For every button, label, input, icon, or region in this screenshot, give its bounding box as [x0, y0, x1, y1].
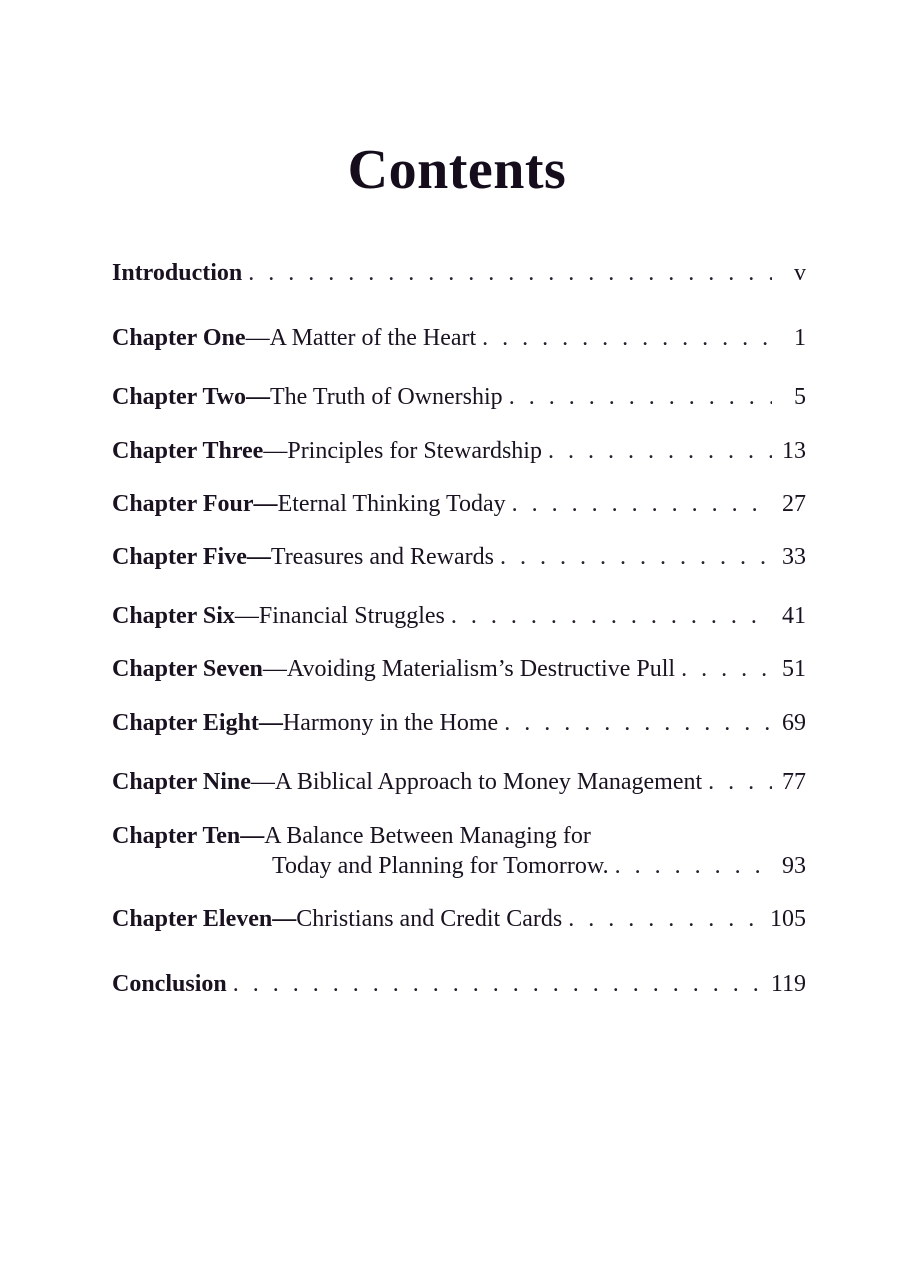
- entry-title-continued: Today and Planning for Tomorrow.: [272, 853, 609, 879]
- entry-label: Chapter Ten—: [112, 823, 265, 849]
- page-number: 93: [782, 853, 806, 879]
- page-number: v: [794, 260, 806, 286]
- dot-leader: [548, 436, 772, 466]
- toc-entry-chapter-four[interactable]: [112, 489, 806, 519]
- entry-title: Eternal Thinking Today: [277, 491, 506, 517]
- page-number: 105: [770, 906, 806, 932]
- page-number: 119: [770, 971, 806, 997]
- entry-label: Chapter Six: [112, 603, 235, 629]
- entry-label: Introduction: [112, 260, 243, 286]
- dot-leader: [482, 323, 772, 353]
- entry-title: Christians and Credit Cards: [296, 906, 563, 932]
- dot-leader: [681, 654, 772, 684]
- toc-entry-chapter-two[interactable]: [112, 382, 806, 412]
- toc-entry-chapter-six[interactable]: [112, 601, 806, 631]
- toc-entry-chapter-five[interactable]: [112, 542, 806, 572]
- dot-leader: [451, 601, 772, 631]
- entry-label: Conclusion: [112, 971, 227, 997]
- entry-title: The Truth of Ownership: [270, 384, 503, 410]
- entry-label: Chapter Two—: [112, 384, 271, 410]
- toc-entry-introduction[interactable]: [112, 258, 806, 288]
- toc-entry-chapter-ten[interactable]: [112, 821, 806, 881]
- entry-title: —Principles for Stewardship: [263, 438, 542, 464]
- entry-label: Chapter Nine: [112, 769, 251, 795]
- page-number: 27: [782, 491, 806, 517]
- toc-entry-chapter-eleven[interactable]: [112, 904, 806, 934]
- dot-leader: [512, 489, 772, 519]
- dot-leader: [248, 258, 772, 288]
- toc-entry-chapter-three[interactable]: [112, 436, 806, 466]
- dot-leader: [509, 382, 772, 412]
- toc-entry-chapter-one[interactable]: [112, 323, 806, 353]
- dot-leader: [500, 542, 772, 572]
- page-number: 77: [782, 769, 806, 795]
- dot-leader: [233, 969, 765, 999]
- entry-label: Chapter Seven: [112, 656, 263, 682]
- toc-entry-conclusion[interactable]: [112, 969, 806, 999]
- entry-label: Chapter Three: [112, 438, 264, 464]
- page-number: 5: [794, 384, 806, 410]
- entry-title: —Financial Struggles: [234, 603, 445, 629]
- toc-entry-chapter-seven[interactable]: [112, 654, 806, 684]
- page-title: Contents: [347, 139, 567, 201]
- entry-label: Chapter Four—: [112, 491, 278, 517]
- entry-label: Chapter Eleven—: [112, 906, 297, 932]
- entry-title: —Avoiding Materialism’s Destructive Pull: [262, 656, 676, 682]
- page-number: 1: [794, 325, 806, 351]
- dot-leader: [615, 851, 772, 881]
- entry-label: Chapter Five—: [112, 544, 271, 570]
- page-number: 13: [782, 438, 806, 464]
- dot-leader: [568, 904, 764, 934]
- dot-leader: [504, 708, 772, 738]
- entry-title: —A Biblical Approach to Money Management: [250, 769, 703, 795]
- page-number: 41: [782, 603, 806, 629]
- page-number: 33: [782, 544, 806, 570]
- page-number: 51: [782, 656, 806, 682]
- entry-title: —A Matter of the Heart: [245, 325, 477, 351]
- entry-label: Chapter One: [112, 325, 246, 351]
- toc-entry-chapter-eight[interactable]: [112, 708, 806, 738]
- entry-title: Treasures and Rewards: [270, 544, 494, 570]
- page-number: 69: [782, 710, 806, 736]
- toc-entry-chapter-nine[interactable]: [112, 767, 806, 797]
- dot-leader: [708, 767, 772, 797]
- entry-label: Chapter Eight—: [112, 710, 283, 736]
- entry-title: A Balance Between Managing for: [264, 823, 591, 849]
- entry-title: Harmony in the Home: [282, 710, 499, 736]
